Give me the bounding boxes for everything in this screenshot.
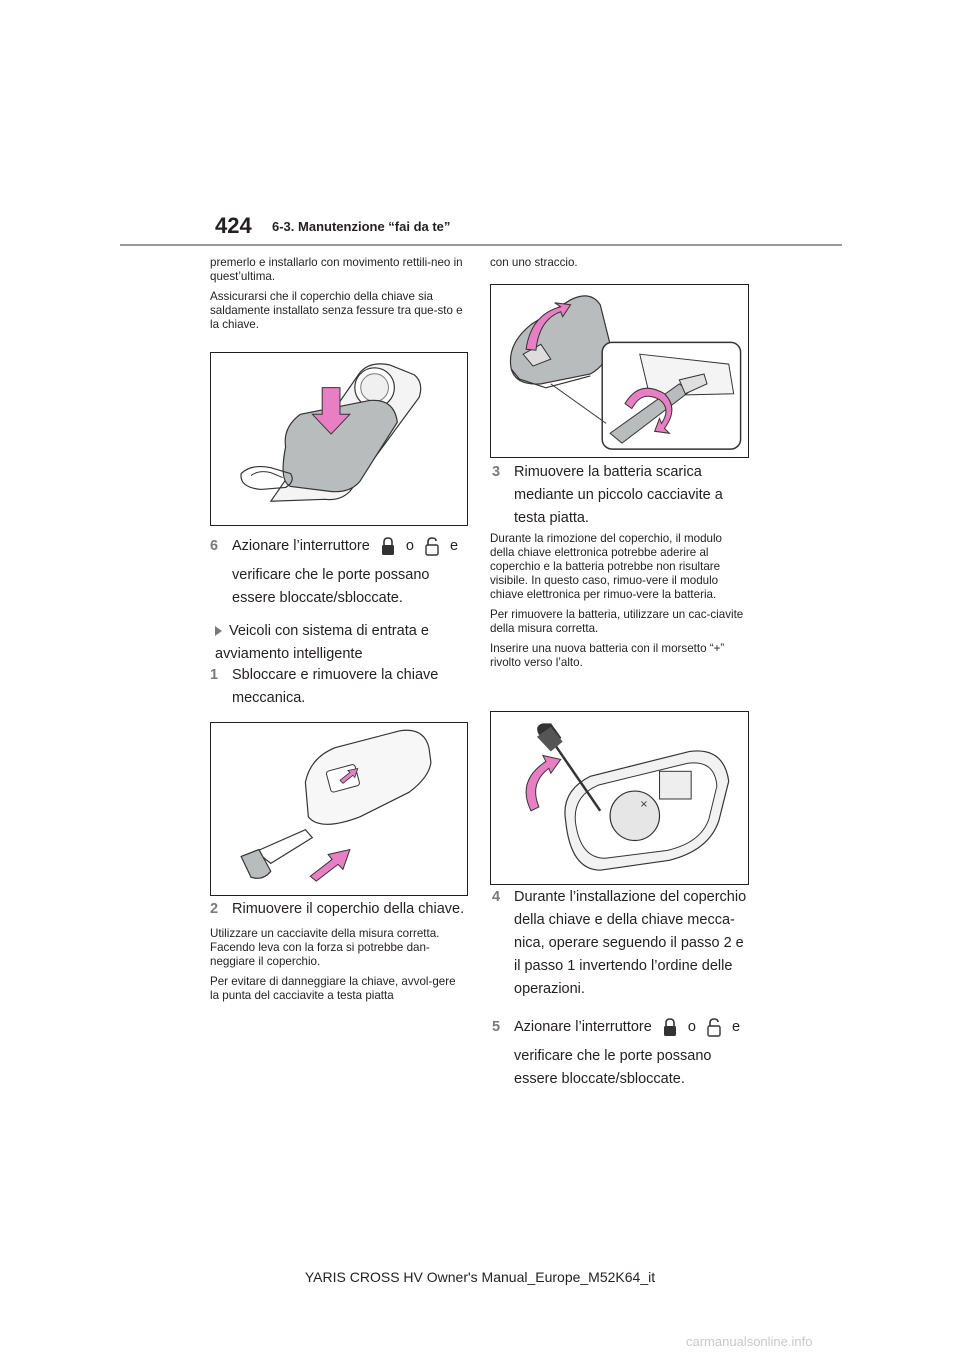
vehicle-variant-text: Veicoli con sistema di entrata e avviamento intelligente xyxy=(215,623,429,662)
open-cover-illustration xyxy=(491,285,748,457)
right-cont xyxy=(490,256,748,276)
step-3-number: 3 xyxy=(492,464,501,480)
step-5-and: e xyxy=(732,1019,741,1035)
step-6-number: 6 xyxy=(210,538,219,554)
note-module-removal: Durante la rimozione del coperchio, il modulo della chiave elettronica potrebbe aderire al coperchio e la batteria potrebbe non risultare visibile. In questo caso, rimuo-vere il modulo chiave elettronica per rimuo-vere la batteria. xyxy=(490,532,722,601)
figure-remove-battery xyxy=(490,711,749,885)
unlock-icon xyxy=(706,1017,722,1037)
vehicle-variant-heading xyxy=(215,620,465,666)
step-1 xyxy=(210,664,465,710)
step-4-number: 4 xyxy=(492,889,501,905)
continuation-text: con uno straccio. xyxy=(490,256,578,269)
step-6-and: e xyxy=(450,538,459,554)
step-2-number: 2 xyxy=(210,901,219,917)
arrow-icon xyxy=(310,850,350,882)
step-6 xyxy=(210,535,472,610)
step-5-or: o xyxy=(687,1019,696,1035)
figure-remove-mechanical-key xyxy=(210,722,468,896)
mechanical-key-illustration xyxy=(211,723,467,895)
triangle-bullet-icon xyxy=(215,626,222,636)
note-screwdriver: Utilizzare un cacciavite della misura corretta. Facendo leva con la forza si potrebbe dan-neggiare il coperchio. xyxy=(210,927,440,968)
section-title: 6-3. Manutenzione “fai da te” xyxy=(272,219,451,234)
unlock-icon xyxy=(424,536,440,556)
left-intro xyxy=(210,256,468,338)
figure-install-cover xyxy=(210,352,468,526)
intro-paragraph-1: premerlo e installarlo con movimento rettili-neo in quest’ultima. xyxy=(210,256,463,283)
right-notes xyxy=(490,532,746,676)
key-cover-illustration xyxy=(211,353,467,525)
step-3-text: Rimuovere la batteria scarica mediante un piccolo cacciavite a testa piatta. xyxy=(514,464,723,526)
manual-footer: YARIS CROSS HV Owner's Manual_Europe_M52K64_it xyxy=(304,1269,656,1285)
left-notes xyxy=(210,927,466,1009)
header-divider xyxy=(120,244,842,246)
intro-paragraph-2: Assicurarsi che il coperchio della chiave sia saldamente installato senza fessure tra que-sto e la chiave. xyxy=(210,290,463,331)
lock-icon xyxy=(662,1017,678,1037)
step-6-or: o xyxy=(405,538,414,554)
step-3 xyxy=(492,461,754,530)
note-battery-orientation: Inserire una nuova batteria con il morsetto “+” rivolto verso l’alto. xyxy=(490,642,725,669)
step-2-text: Rimuovere il coperchio della chiave. xyxy=(232,901,465,917)
step-5-text-b: verificare che le porte possano essere bloccate/sbloccate. xyxy=(514,1048,712,1087)
note-wrap-tip: Per evitare di danneggiare la chiave, avvol-gere la punta del cacciavite a testa piatta xyxy=(210,975,456,1002)
step-6-text-a: Azionare l’interruttore xyxy=(232,538,370,554)
step-6-text-b: verificare che le porte possano essere bloccate/sbloccate. xyxy=(232,567,430,606)
step-5-number: 5 xyxy=(492,1019,501,1035)
step-4 xyxy=(492,886,754,1001)
step-1-number: 1 xyxy=(210,667,219,683)
watermark[interactable]: carmanualsonline.info xyxy=(686,1334,813,1349)
page-number: 424 xyxy=(215,213,252,238)
step-4-text: Durante l’installazione del coperchio della chiave e della chiave mecca-nica, operare seguendo il passo 2 e il passo 1 invertendo l’ordine delle operazioni. xyxy=(514,889,747,997)
step-1-text: Sbloccare e rimuovere la chiave meccanica. xyxy=(232,667,439,706)
svg-text:×: × xyxy=(639,798,649,810)
lock-icon xyxy=(380,536,396,556)
step-2 xyxy=(210,898,472,921)
note-battery-screwdriver: Per rimuovere la batteria, utilizzare un cac-ciavite della misura corretta. xyxy=(490,608,744,635)
figure-open-cover xyxy=(490,284,749,458)
step-5 xyxy=(492,1016,754,1091)
step-5-text-a: Azionare l’interruttore xyxy=(514,1019,652,1035)
battery-removal-illustration xyxy=(491,712,748,884)
